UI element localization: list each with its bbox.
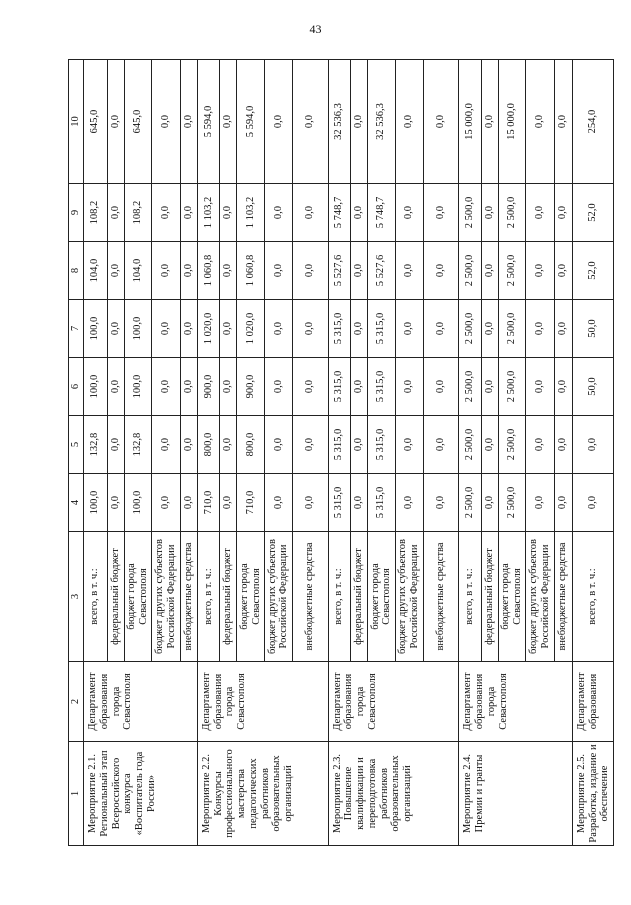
value-cell: 0,0 — [395, 60, 423, 184]
value-cell: 0,0 — [350, 60, 367, 184]
value-cell: 2 500,0 — [498, 300, 525, 358]
value-cell: 0,0 — [554, 60, 572, 184]
value-cell: 50,0 — [572, 358, 613, 416]
value-cell: 0,0 — [526, 60, 554, 184]
value-cell: 0,0 — [293, 184, 329, 242]
value-cell: 5 527,6 — [368, 242, 395, 300]
value-cell: 0,0 — [526, 474, 554, 532]
funding-source-cell: внебюджетные средства — [423, 532, 459, 662]
value-cell: 0,0 — [423, 184, 459, 242]
value-cell: 0,0 — [423, 242, 459, 300]
value-cell: 0,0 — [423, 358, 459, 416]
value-cell: 0,0 — [220, 184, 237, 242]
value-cell: 0,0 — [107, 60, 124, 184]
value-cell: 0,0 — [152, 184, 180, 242]
funding-source-cell: бюджет города Севастополя — [498, 532, 525, 662]
value-cell: 0,0 — [264, 416, 292, 474]
value-cell: 32 536,3 — [368, 60, 395, 184]
value-cell: 0,0 — [264, 184, 292, 242]
value-cell: 104,0 — [84, 242, 107, 300]
value-cell: 800,0 — [197, 416, 219, 474]
value-cell: 0,0 — [395, 416, 423, 474]
column-header: 5 — [69, 416, 84, 474]
value-cell: 0,0 — [180, 416, 197, 474]
funding-source-cell: всего, в т. ч.: — [84, 532, 107, 662]
value-cell: 5 315,0 — [368, 358, 395, 416]
value-cell: 900,0 — [237, 358, 264, 416]
table-row — [572, 60, 613, 846]
value-cell: 0,0 — [180, 60, 197, 184]
value-cell: 2 500,0 — [459, 416, 481, 474]
value-cell: 900,0 — [197, 358, 219, 416]
value-cell: 0,0 — [107, 358, 124, 416]
value-cell: 0,0 — [220, 300, 237, 358]
value-cell: 5 315,0 — [328, 300, 350, 358]
value-cell: 0,0 — [554, 300, 572, 358]
header-row — [69, 60, 84, 846]
value-cell: 0,0 — [220, 242, 237, 300]
value-cell: 0,0 — [481, 416, 498, 474]
funding-source-cell: федеральный бюджет — [220, 532, 237, 662]
value-cell: 1 060,8 — [197, 242, 219, 300]
value-cell: 100,0 — [84, 300, 107, 358]
value-cell: 0,0 — [554, 184, 572, 242]
value-cell: 0,0 — [526, 300, 554, 358]
value-cell: 800,0 — [237, 416, 264, 474]
value-cell: 0,0 — [554, 474, 572, 532]
funding-source-cell: всего, в т. ч.: — [572, 532, 613, 662]
value-cell: 0,0 — [350, 474, 367, 532]
value-cell: 0,0 — [107, 242, 124, 300]
value-cell: 0,0 — [350, 416, 367, 474]
value-cell: 15 000,0 — [459, 60, 481, 184]
value-cell: 32 536,3 — [328, 60, 350, 184]
table-row — [328, 60, 350, 846]
value-cell: 132,8 — [124, 416, 151, 474]
value-cell: 5 527,6 — [328, 242, 350, 300]
value-cell: 5 594,0 — [197, 60, 219, 184]
rotated-table-wrapper — [68, 60, 614, 846]
value-cell: 0,0 — [526, 358, 554, 416]
value-cell: 132,8 — [84, 416, 107, 474]
value-cell: 100,0 — [124, 358, 151, 416]
value-cell: 100,0 — [124, 300, 151, 358]
value-cell: 0,0 — [423, 416, 459, 474]
value-cell: 5 315,0 — [328, 416, 350, 474]
value-cell: 0,0 — [293, 300, 329, 358]
value-cell: 645,0 — [84, 60, 107, 184]
funding-source-cell: бюджет других субъектов Российской Федерации — [152, 532, 180, 662]
value-cell: 0,0 — [554, 242, 572, 300]
department-cell: Департамент образования — [572, 662, 613, 742]
value-cell: 0,0 — [572, 416, 613, 474]
funding-source-cell: внебюджетные средства — [293, 532, 329, 662]
value-cell: 0,0 — [264, 474, 292, 532]
table-row — [197, 60, 219, 846]
value-cell: 0,0 — [264, 300, 292, 358]
value-cell: 0,0 — [107, 184, 124, 242]
event-name-cell: Мероприятие 2.3. Повышение квалификации и переподготовка работников образовательных организаций — [328, 742, 459, 846]
value-cell: 5 748,7 — [328, 184, 350, 242]
value-cell: 0,0 — [554, 416, 572, 474]
department-cell: Департамент образования города Севастополя — [84, 662, 198, 742]
value-cell: 0,0 — [152, 474, 180, 532]
column-header: 8 — [69, 242, 84, 300]
value-cell: 0,0 — [152, 60, 180, 184]
value-cell: 100,0 — [84, 474, 107, 532]
value-cell: 645,0 — [124, 60, 151, 184]
value-cell: 0,0 — [180, 474, 197, 532]
funding-source-cell: федеральный бюджет — [481, 532, 498, 662]
column-header: 1 — [69, 742, 84, 846]
value-cell: 108,2 — [84, 184, 107, 242]
funding-source-cell: всего, в т. ч.: — [459, 532, 481, 662]
value-cell: 710,0 — [197, 474, 219, 532]
department-cell: Департамент образования города Севастополя — [197, 662, 328, 742]
value-cell: 52,0 — [572, 242, 613, 300]
value-cell: 0,0 — [350, 300, 367, 358]
value-cell: 0,0 — [180, 300, 197, 358]
event-name-cell: Мероприятие 2.5. Разработка, издание и обеспечение — [572, 742, 613, 846]
value-cell: 15 000,0 — [498, 60, 525, 184]
value-cell: 5 315,0 — [368, 474, 395, 532]
value-cell: 0,0 — [350, 184, 367, 242]
value-cell: 0,0 — [107, 300, 124, 358]
value-cell: 0,0 — [350, 242, 367, 300]
value-cell: 2 500,0 — [498, 358, 525, 416]
value-cell: 100,0 — [124, 474, 151, 532]
value-cell: 0,0 — [395, 358, 423, 416]
value-cell: 2 500,0 — [459, 474, 481, 532]
table-body — [69, 60, 614, 846]
value-cell: 5 748,7 — [368, 184, 395, 242]
value-cell: 0,0 — [350, 358, 367, 416]
value-cell: 5 315,0 — [368, 416, 395, 474]
value-cell: 0,0 — [423, 474, 459, 532]
funding-source-cell: бюджет города Севастополя — [124, 532, 151, 662]
funding-source-cell: федеральный бюджет — [107, 532, 124, 662]
value-cell: 104,0 — [124, 242, 151, 300]
funding-source-cell: бюджет других субъектов Российской Федерации — [264, 532, 292, 662]
value-cell: 1 020,0 — [197, 300, 219, 358]
value-cell: 0,0 — [423, 300, 459, 358]
column-header: 4 — [69, 474, 84, 532]
value-cell: 0,0 — [180, 242, 197, 300]
value-cell: 5 315,0 — [328, 358, 350, 416]
page-number: 43 — [309, 22, 322, 36]
value-cell: 0,0 — [481, 474, 498, 532]
funding-source-cell: бюджет города Севастополя — [368, 532, 395, 662]
value-cell: 1 060,8 — [237, 242, 264, 300]
value-cell: 50,0 — [572, 300, 613, 358]
value-cell: 5 315,0 — [368, 300, 395, 358]
value-cell: 0,0 — [220, 474, 237, 532]
department-cell: Департамент образования города Севастополя — [459, 662, 573, 742]
value-cell: 0,0 — [107, 474, 124, 532]
value-cell: 0,0 — [293, 474, 329, 532]
event-name-cell: Мероприятие 2.1. Региональный этап Всероссийского конкурса «Воспитатель года России» — [84, 742, 198, 846]
funding-source-cell: бюджет города Севастополя — [237, 532, 264, 662]
table-row — [459, 60, 481, 846]
value-cell: 0,0 — [152, 416, 180, 474]
column-header: 9 — [69, 184, 84, 242]
column-header: 3 — [69, 532, 84, 662]
value-cell: 0,0 — [152, 358, 180, 416]
value-cell: 0,0 — [220, 416, 237, 474]
column-header: 7 — [69, 300, 84, 358]
value-cell: 1 020,0 — [237, 300, 264, 358]
value-cell: 0,0 — [423, 60, 459, 184]
value-cell: 2 500,0 — [459, 184, 481, 242]
value-cell: 0,0 — [395, 184, 423, 242]
value-cell: 0,0 — [152, 300, 180, 358]
value-cell: 0,0 — [526, 416, 554, 474]
funding-source-cell: всего, в т. ч.: — [197, 532, 219, 662]
value-cell: 0,0 — [526, 242, 554, 300]
value-cell: 0,0 — [554, 358, 572, 416]
value-cell: 0,0 — [481, 358, 498, 416]
value-cell: 0,0 — [395, 242, 423, 300]
value-cell: 0,0 — [395, 474, 423, 532]
value-cell: 0,0 — [395, 300, 423, 358]
value-cell: 0,0 — [481, 60, 498, 184]
value-cell: 0,0 — [264, 358, 292, 416]
funding-source-cell: бюджет других субъектов Российской Федерации — [395, 532, 423, 662]
value-cell: 0,0 — [481, 300, 498, 358]
event-name-cell: Мероприятие 2.2. Конкурсы профессионального мастерства педагогических работников образовательных организаций — [197, 742, 328, 846]
value-cell: 1 103,2 — [237, 184, 264, 242]
value-cell: 1 103,2 — [197, 184, 219, 242]
value-cell: 2 500,0 — [498, 474, 525, 532]
value-cell: 2 500,0 — [459, 300, 481, 358]
value-cell: 2 500,0 — [498, 184, 525, 242]
funding-source-cell: бюджет других субъектов Российской Федерации — [526, 532, 554, 662]
value-cell: 5 315,0 — [328, 474, 350, 532]
table-row — [84, 60, 107, 846]
funding-source-cell: внебюджетные средства — [554, 532, 572, 662]
value-cell: 0,0 — [152, 242, 180, 300]
value-cell: 0,0 — [293, 242, 329, 300]
value-cell: 0,0 — [220, 358, 237, 416]
funding-source-cell: всего, в т. ч.: — [328, 532, 350, 662]
value-cell: 0,0 — [180, 358, 197, 416]
value-cell: 0,0 — [220, 60, 237, 184]
value-cell: 0,0 — [481, 184, 498, 242]
value-cell: 0,0 — [264, 60, 292, 184]
value-cell: 0,0 — [293, 358, 329, 416]
department-cell: Департамент образования города Севастополя — [328, 662, 459, 742]
value-cell: 0,0 — [107, 416, 124, 474]
value-cell: 100,0 — [84, 358, 107, 416]
value-cell: 0,0 — [526, 184, 554, 242]
value-cell: 710,0 — [237, 474, 264, 532]
funding-source-cell: внебюджетные средства — [180, 532, 197, 662]
value-cell: 254,0 — [572, 60, 613, 184]
funding-source-cell: федеральный бюджет — [350, 532, 367, 662]
value-cell: 0,0 — [180, 184, 197, 242]
value-cell: 2 500,0 — [498, 242, 525, 300]
value-cell: 2 500,0 — [459, 358, 481, 416]
column-header: 2 — [69, 662, 84, 742]
value-cell: 2 500,0 — [459, 242, 481, 300]
column-header: 10 — [69, 60, 84, 184]
value-cell: 2 500,0 — [498, 416, 525, 474]
value-cell: 0,0 — [264, 242, 292, 300]
value-cell: 108,2 — [124, 184, 151, 242]
value-cell: 5 594,0 — [237, 60, 264, 184]
value-cell: 0,0 — [293, 416, 329, 474]
value-cell: 0,0 — [572, 474, 613, 532]
event-name-cell: Мероприятие 2.4. Премии и гранты — [459, 742, 573, 846]
value-cell: 0,0 — [481, 242, 498, 300]
value-cell: 52,0 — [572, 184, 613, 242]
budget-table — [68, 59, 614, 846]
value-cell: 0,0 — [293, 60, 329, 184]
column-header: 6 — [69, 358, 84, 416]
